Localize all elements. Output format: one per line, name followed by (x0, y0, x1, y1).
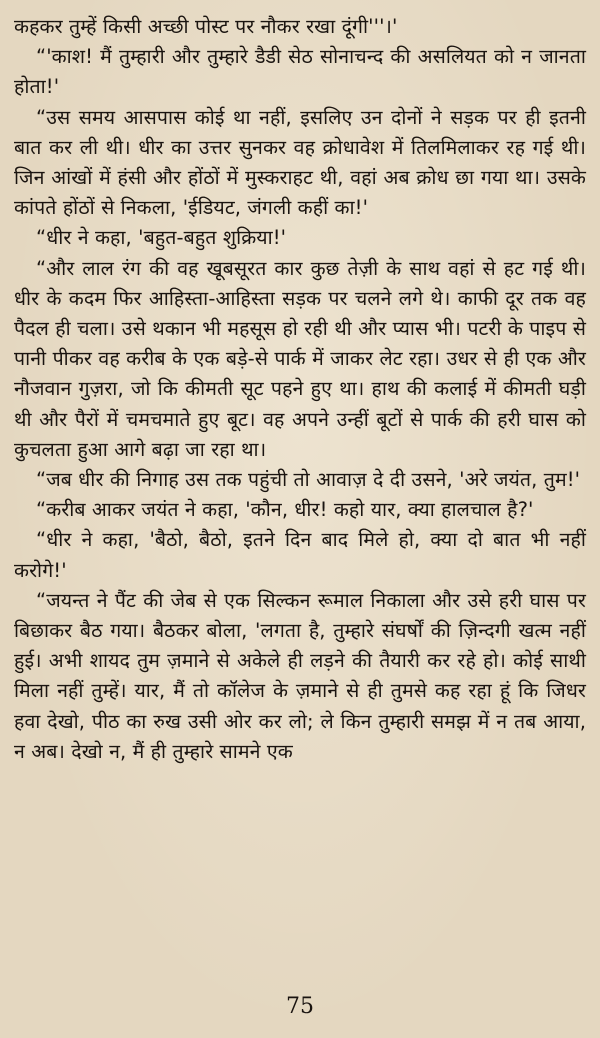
paragraph-3: “उस समय आसपास कोई था नहीं, इसलिए उन दोनों ने सड़क पर ही इतनी बात कर ली थी। धीर का उत्तर सुनकर वह क्रोधावेश में तिलमिलाकर रह गई थी। जिन आंखों में हंसी और होंठों में मुस्कराहट थी, वहां अब क्रोध छा गया था। उसके कांपते होंठों से निकला, 'ईडियट, जंगली कहीं का!' (14, 105, 586, 220)
paragraph-9: “जयन्त ने पैंट की जेब से एक सिल्कन रूमाल निकाला और उसे हरी घास पर बिछाकर बैठ गया। बैठकर बोला, 'लगता है, तुम्हारे संघर्षों की ज़िन्दगी खत्म नहीं हुई। अभी शायद तुम ज़माने से अकेले ही लड़ने की तैयारी कर रहे हो। कोई साथी मिला नहीं तुम्हें। यार, मैं तो कॉलेज के ज़माने से ही तुमसे कह रहा हूं कि जिधर हवा देखो, पीठ का रुख उसी ओर कर लो; ले किन तुम्हारी समझ में न तब आया, न अब। देखो न, मैं ही तुम्हारे सामने एक (14, 588, 586, 763)
paragraph-2: “'काश! मैं तुम्हारी और तुम्हारे डैडी सेठ सोनाचन्द की असलियत को न जानता होता!' (14, 45, 586, 99)
paragraph-8: “धीर ने कहा, 'बैठो, बैठो, इतने दिन बाद मिले हो, क्या दो बात भी नहीं करोगे!' (14, 528, 586, 582)
page-number: 75 (286, 994, 314, 1019)
body-text (14, 12, 586, 767)
paragraph-6: “जब धीर की निगाह उस तक पहुंची तो आवाज़ दे दी उसने, 'अरे जयंत, तुम!' (36, 468, 581, 492)
paragraph-4: “धीर ने कहा, 'बहुत-बहुत शुक्रिया!' (36, 226, 287, 250)
paragraph-5: “और लाल रंग की वह खूबसूरत कार कुछ तेज़ी के साथ वहां से हट गई थी। धीर के कदम फिर आहिस्ता-आहिस्ता सड़क पर चलने लगे थे। काफी दूर तक वह पैदल ही चला। उसे थकान भी महसूस हो रही थी और प्यास भी। पटरी के पाइप से पानी पीकर वह करीब के एक बड़े-से पार्क में जाकर लेट रहा। उधर से ही एक और नौजवान गुज़रा, जो कि कीमती सूट पहने हुए था। हाथ की कलाई में कीमती घड़ी थी और पैरों में चमचमाते हुए बूट। वह अपने उन्हीं बूटों से पार्क की हरी घास को कुचलता हुआ आगे बढ़ा जा रहा था। (14, 256, 586, 461)
paragraph-1: कहकर तुम्हें किसी अच्छी पोस्ट पर नौकर रखा दूंगी'''।' (14, 15, 398, 38)
paragraph-7: “करीब आकर जयंत ने कहा, 'कौन, धीर! कहो यार, क्या हालचाल है?' (36, 498, 534, 522)
